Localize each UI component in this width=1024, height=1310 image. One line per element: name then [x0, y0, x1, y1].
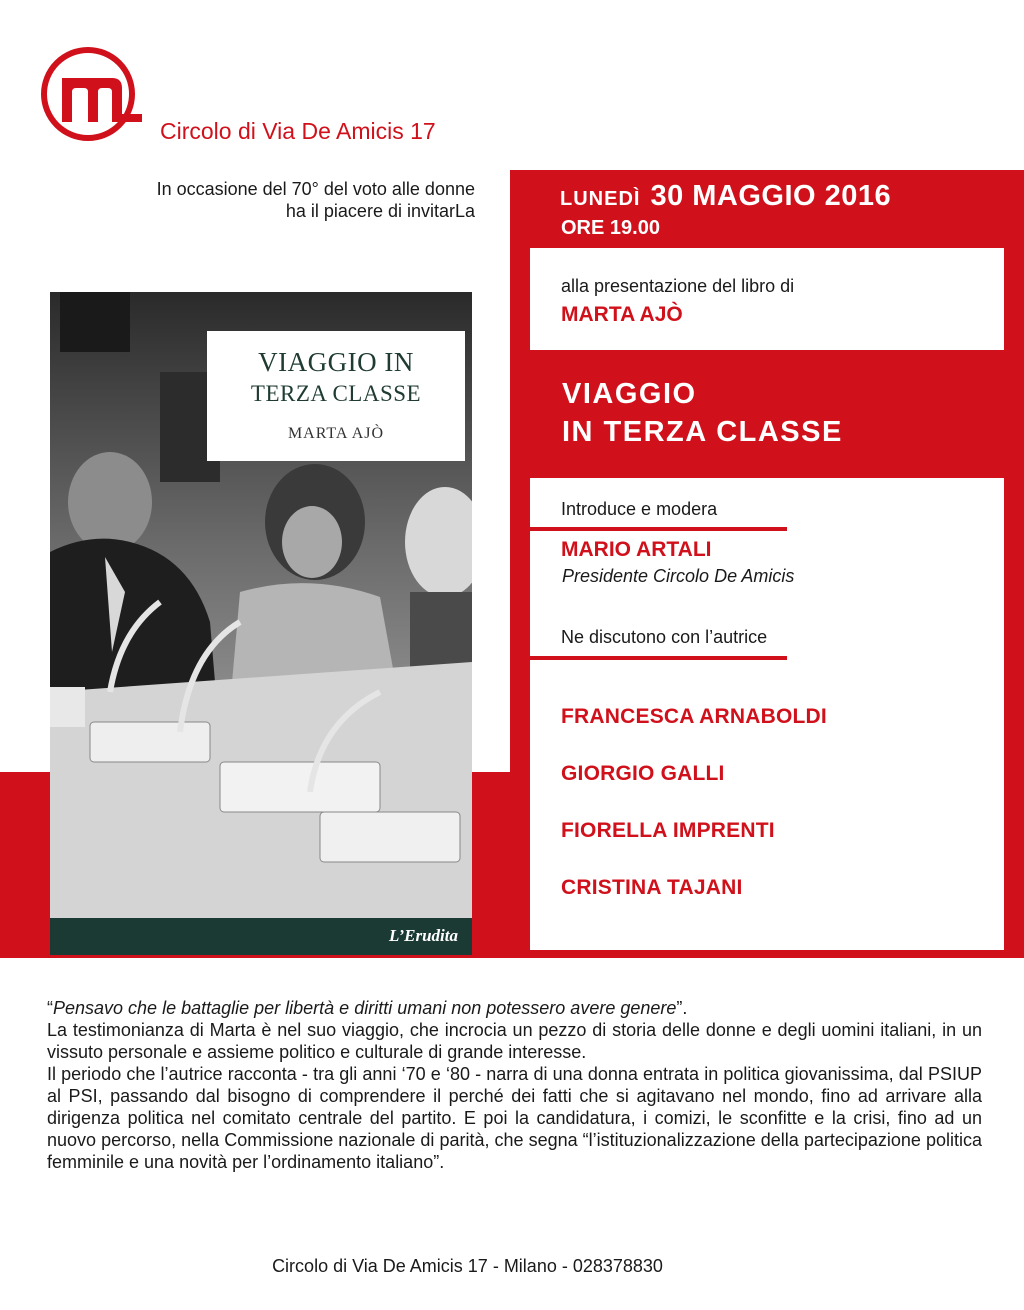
book-cover	[50, 292, 472, 955]
red-frame-right	[1004, 248, 1024, 958]
cover-author: MARTA AJÒ	[287, 425, 385, 442]
footer-address: Circolo di Via De Amicis 17 - Milano - 028378830	[272, 1256, 663, 1276]
event-date	[560, 180, 891, 213]
discussant-name: CRISTINA TAJANI	[561, 876, 743, 899]
moderator-name: MARIO ARTALI	[561, 538, 712, 561]
circolo-logo-icon	[36, 38, 148, 150]
intro-text	[40, 178, 475, 222]
quote-text: Pensavo che le battaglie per libertà e diritti umani non potessero avere genere	[53, 998, 677, 1018]
discussants-label: Ne discutono con l’autrice	[561, 627, 768, 647]
book-title: VIAGGIO	[562, 378, 697, 410]
presentation-label: alla presentazione del libro di	[561, 276, 795, 296]
event-day: LUNEDÌ	[560, 188, 641, 210]
moderator-role: Presidente Circolo De Amicis	[562, 566, 795, 586]
author-name: MARTA AJÒ	[561, 303, 683, 326]
event-date-value: 30 MAGGIO 2016	[650, 180, 892, 212]
title-banner	[530, 350, 1024, 478]
book-title: IN TERZA CLASSE	[562, 416, 843, 448]
intro-line: ha il piacere di invitarLa	[285, 201, 475, 221]
moderator-label: Introduce e modera	[561, 499, 718, 519]
discussant-name: GIORGIO GALLI	[561, 762, 725, 785]
divider-rule	[530, 656, 787, 660]
cover-title: TERZA CLASSE	[250, 381, 422, 406]
org-name: Circolo di Via De Amicis 17	[160, 118, 436, 144]
paragraph: La testimonianza di Marta è nel suo viaggio, che incrocia un pezzo di storia delle donne e degli uomini italiani, in un vissuto personale e assieme politico e culturale di grande interesse.	[47, 1020, 982, 1062]
publisher-name: L’Erudita	[389, 926, 458, 945]
red-frame-bottom	[530, 950, 1024, 958]
cover-footer	[50, 918, 472, 955]
divider-rule	[530, 527, 787, 531]
paragraph: Il periodo che l’autrice racconta - tra gli anni ‘70 e ‘80 - narra di una donna entrata in politica giovanissima, dal PSIUP al PSI, passando dal bisogno di comprendere il perché dei fatti che si agitavano nel mondo, fino ad arrivare alla dirigenza politica nel comitato centrale del partito. E poi la candidatura, i comizi, le sconfitte e la crisi, fino ad un nuovo percorso, nella Commissione nazionale di parità, che segna “l’istituzionalizzazione della partecipazione politica femminile e una novità per l’ordinamento italiano”.	[47, 1064, 982, 1172]
intro-line: In occasione del 70° del voto alle donne	[156, 179, 475, 199]
discussant-name: FIORELLA IMPRENTI	[561, 819, 775, 842]
description	[47, 997, 982, 1173]
cover-label	[207, 331, 465, 461]
discussant-name: FRANCESCA ARNABOLDI	[561, 705, 827, 728]
event-time: ORE 19.00	[561, 217, 660, 239]
quote: “Pensavo che le battaglie per libertà e diritti umani non potessero avere genere”.	[47, 998, 688, 1018]
cover-title: VIAGGIO IN	[258, 347, 414, 377]
